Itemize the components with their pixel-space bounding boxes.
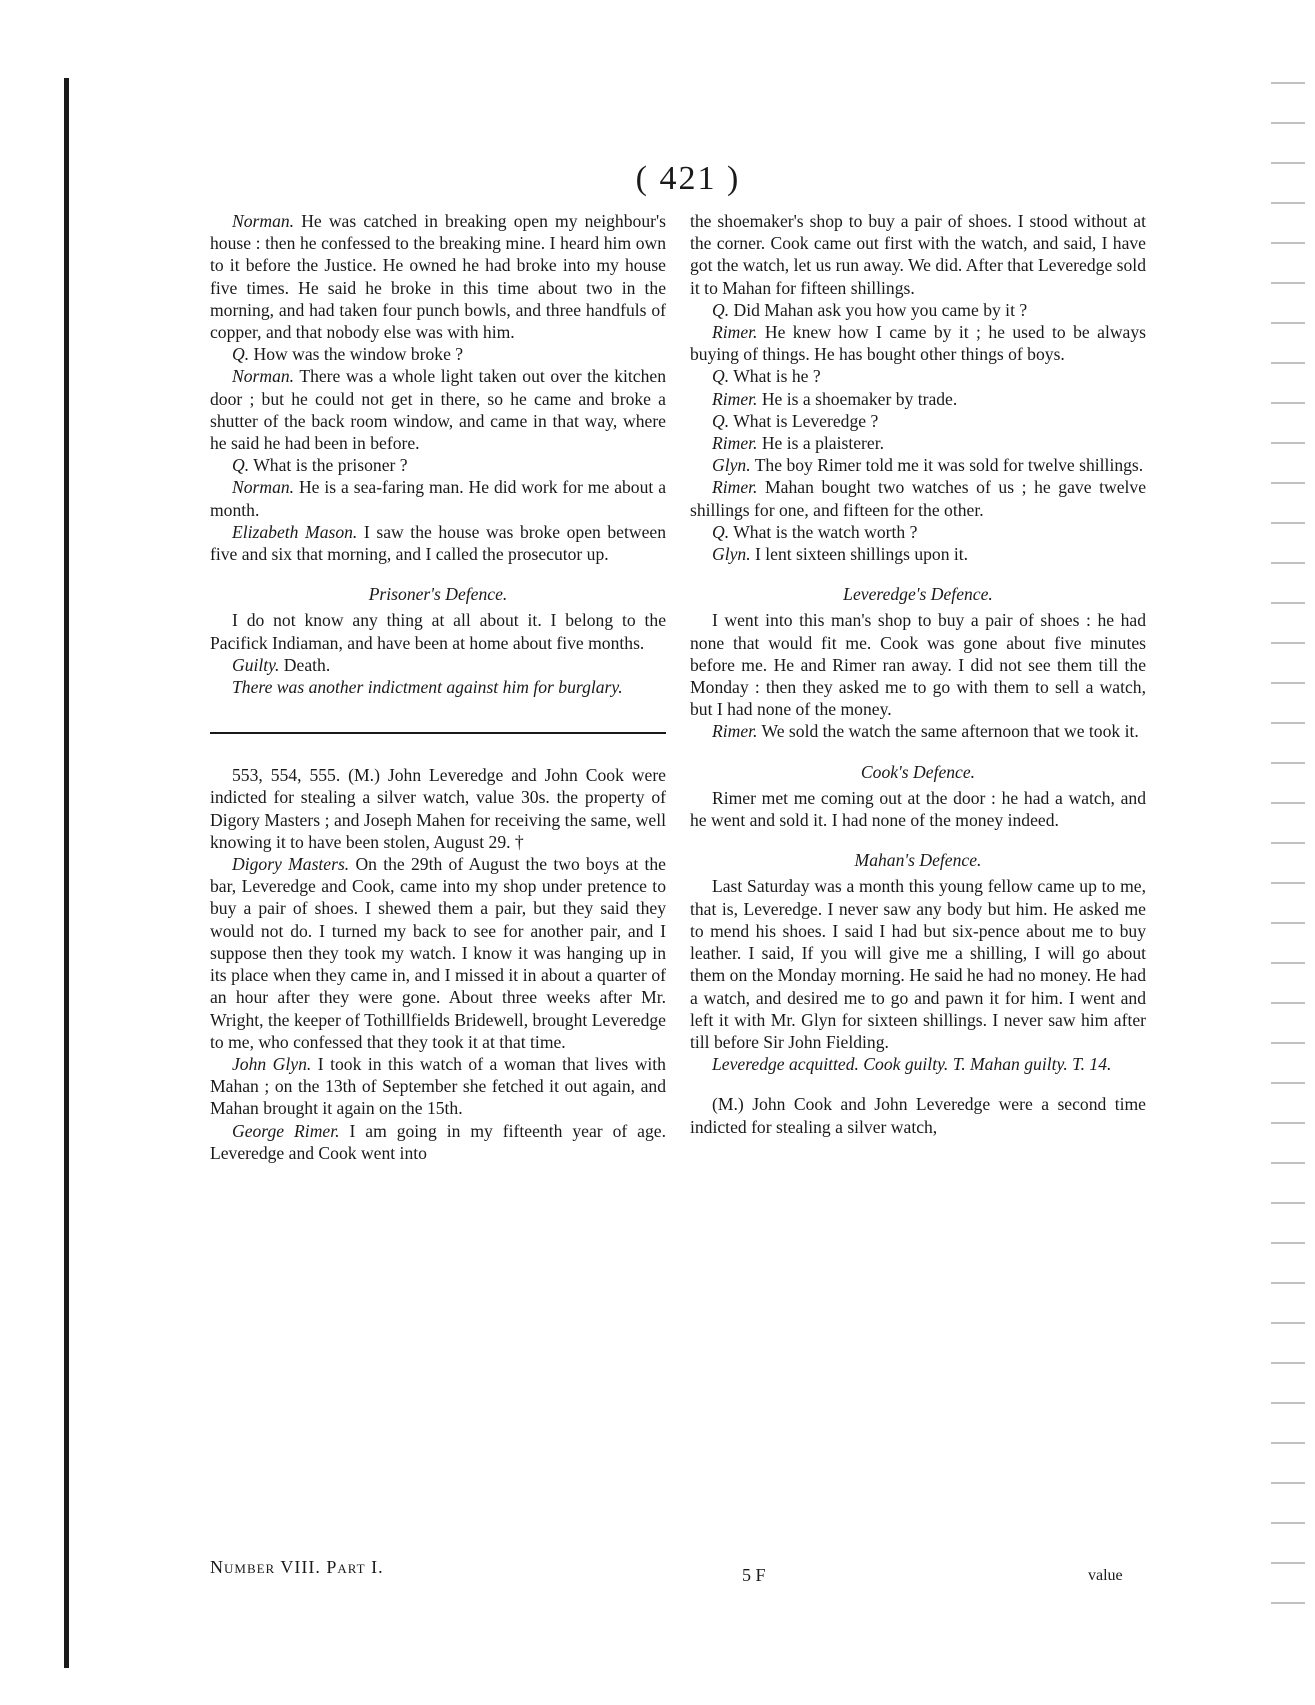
testimony-paragraph (690, 609, 1146, 720)
testimony-paragraph (210, 454, 666, 476)
speech-text: Did Mahan ask you how you came by it ? (729, 299, 1028, 320)
mahan-defence-text: Last Saturday was a month this young fellow came up to me, that is, Leveredge. I never saw any body but him. He asked me to mend his shoes. I said I had but six-pence about me to buy leather. I said, If you will give me a shilling, I will go about them on the Monday morning. He said he had no money. He had a watch, and desired me to go and pawn it for him. I went and left it with Mr. Glyn for sixteen shillings. I never saw him after till before Sir John Fielding. (690, 876, 1146, 1052)
testimony-paragraph (690, 454, 1146, 476)
speech-text: He knew how I came by it ; he used to be always buying of things. He has bought other things of boys. (690, 322, 1146, 365)
speech-text: I took in this watch of a woman that lives with Mahan ; on the 13th of September she fetched it out again, and Mahan brought it again on the 15th. (210, 1053, 666, 1119)
testimony-paragraph (210, 343, 666, 365)
scan-edge-artifacts (1271, 60, 1305, 1620)
speaker-name: Q. (232, 455, 250, 476)
left-column (210, 210, 666, 1164)
speech-text: I went into this man's shop to buy a pair of shoes : he had none that would fit me. Cook was gone about five minutes before me. He and Rimer ran away. I did not see them till the Monday : then they asked me to go with them to sell a watch, but I had none of the money. (690, 610, 1146, 720)
speech-text: He is a sea-faring man. He did work for me about a month. (210, 477, 666, 520)
speech-text: Mahan bought two watches of us ; he gave twelve shillings for one, and fifteen for the other. (690, 477, 1146, 520)
testimony-paragraph (690, 299, 1146, 321)
left-testimony-2 (210, 853, 666, 1164)
testimony-paragraph (690, 432, 1146, 454)
speech-text: On the 29th of August the two boys at the bar, Leveredge and Cook, came into my shop under pretence to buy a pair of shoes. I shewed them a pair, but they said they would not do. I turned my back to see for another pair, and I suppose then they took my watch. I know it was hanging up in its place when they came in, and I missed it in about a quarter of an hour after they were gone. About three weeks after Mr. Wright, the keeper of Tothillfields Bridewell, brought Leveredge to me, who confessed that they took it at that time. (210, 854, 666, 1052)
right-column (690, 210, 1146, 1138)
speech-text: What is the watch worth ? (729, 521, 918, 542)
case-header: 553, 554, 555. (M.) John Leveredge and John Cook were indicted for stealing a silver watch, value 30s. the property of Digory Masters ; and Joseph Mahen for receiving the same, well knowing it to have been stolen, August 29. † (210, 765, 666, 852)
speaker-name: Glyn. (712, 455, 751, 476)
speaker-name: Rimer. (712, 433, 758, 454)
prisoner-defence-heading: Prisoner's Defence. (368, 584, 508, 605)
speech-text: What is the prisoner ? (249, 455, 408, 476)
left-testimony (210, 210, 666, 565)
prisoner-defence-text: I do not know any thing at all about it. I belong to the Pacifick Indiaman, and have been at home about five months. (210, 610, 666, 653)
speaker-name: Digory Masters. (232, 854, 350, 875)
speech-text: What is Leveredge ? (729, 410, 879, 431)
speech-text: He was catched in breaking open my neighbour's house : then he confessed to the breaking mine. I heard him own to it before the Justice. He owned he had broke into my house five times. He said he broke in this time about two in the morning, and had taken four punch bowls, and three handfuls of copper, and that nobody else was with him. (210, 211, 666, 343)
speaker-name: John Glyn. (232, 1053, 312, 1074)
speech-text: He is a shoemaker by trade. (757, 388, 958, 409)
speaker-name: George Rimer. (232, 1120, 340, 1141)
speaker-name: Glyn. (712, 544, 751, 565)
speech-text: There was a whole light taken out over the kitchen door ; but he could not get in there, so he came and broke a shutter of the back room window, and came in that way, where he said he had been in before. (210, 366, 666, 454)
catchword: value (1088, 1567, 1123, 1584)
speaker-name: Rimer. (712, 477, 758, 498)
testimony-paragraph (210, 210, 666, 343)
testimony-paragraph (690, 388, 1146, 410)
speaker-name: Norman. (232, 366, 295, 387)
speaker-name: Norman. (232, 477, 295, 498)
speech-text: We sold the watch the same afternoon that we took it. (757, 721, 1139, 742)
second-case: (M.) John Cook and John Leveredge were a second time indicted for stealing a silver watch, (690, 1094, 1146, 1137)
leveredge-defence-heading: Leveredge's Defence. (843, 584, 993, 605)
speaker-name: Q. (712, 299, 730, 320)
testimony-paragraph (210, 521, 666, 565)
signature-mark: 5 F (742, 1565, 766, 1585)
cook-defence-heading: Cook's Defence. (860, 761, 976, 782)
testimony-paragraph (690, 543, 1146, 565)
speaker-name: Q. (712, 366, 730, 387)
testimony-paragraph (210, 853, 666, 1053)
testimony-paragraph (690, 210, 1146, 299)
testimony-paragraph (690, 720, 1146, 742)
speaker-name: Q. (232, 344, 250, 365)
section-rule (210, 732, 666, 734)
verdict-1 (210, 654, 666, 676)
leveredge-defence-text (690, 609, 1146, 742)
speaker-name: Norman. (232, 211, 295, 231)
cook-defence-text: Rimer met me coming out at the door : he had a watch, and he went and sold it. I had none of the money indeed. (690, 787, 1146, 831)
speech-text: He is a plaisterer. (757, 433, 884, 454)
testimony-paragraph (690, 365, 1146, 387)
speech-text: I am going in my fifteenth year of age. Leveredge and Cook went into (210, 1120, 666, 1163)
speaker-name: Q. (712, 521, 730, 542)
testimony-paragraph (690, 521, 1146, 543)
verdict-1-label: Guilty. (232, 654, 280, 675)
speech-text: What is he ? (729, 366, 821, 387)
another-indictment: There was another indictment against him for burglary. (232, 677, 623, 698)
verdict-1-sentence: Death. (279, 654, 331, 675)
testimony-paragraph (210, 1120, 666, 1164)
speaker-name: Q. (712, 410, 730, 431)
right-testimony (690, 210, 1146, 565)
verdict-2: Leveredge acquitted. Cook guilty. T. Mahan guilty. T. 14. (712, 1054, 1112, 1075)
testimony-paragraph (690, 476, 1146, 520)
speech-text: I saw the house was broke open between five and six that morning, and I called the prosecutor up. (210, 521, 666, 565)
speaker-name: Rimer. (712, 721, 758, 742)
testimony-paragraph (210, 476, 666, 520)
speech-text: The boy Rimer told me it was sold for twelve shillings. (750, 455, 1144, 476)
speaker-name: Rimer. (712, 388, 758, 409)
testimony-paragraph (690, 321, 1146, 365)
mahan-defence-heading: Mahan's Defence. (854, 850, 982, 871)
binding-edge (64, 78, 69, 1668)
testimony-paragraph (210, 1053, 666, 1120)
testimony-paragraph (210, 365, 666, 454)
speaker-name: Elizabeth Mason. (232, 521, 358, 542)
page-number: ( 421 ) (635, 160, 741, 197)
speech-text: How was the window broke ? (249, 344, 464, 365)
testimony-paragraph (690, 410, 1146, 432)
speech-text: I lent sixteen shillings upon it. (750, 544, 969, 565)
speech-text: the shoemaker's shop to buy a pair of shoes. I stood without at the corner. Cook came out first with the watch, and said, I have got the watch, let us run away. We did. After that Leveredge sold it to Mahan for fifteen shillings. (690, 211, 1146, 298)
footer-number-part: Number VIII. Part I. (210, 1557, 384, 1577)
speaker-name: Rimer. (712, 322, 758, 343)
